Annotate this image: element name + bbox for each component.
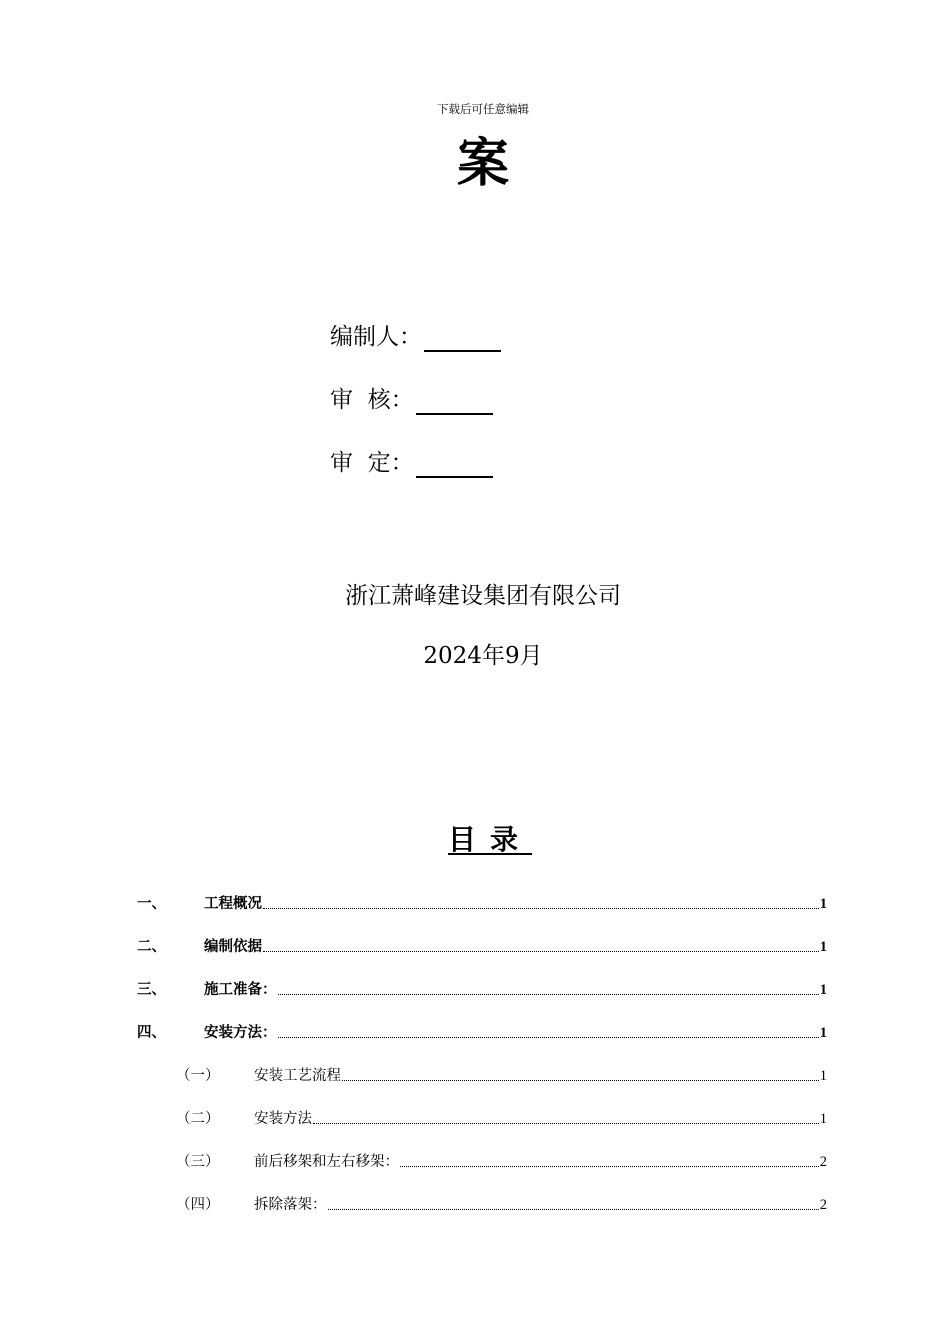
signature-blank	[416, 452, 493, 478]
toc-entry[interactable]	[137, 893, 827, 913]
document-date: 2024年9月	[423, 643, 543, 669]
toc-leader	[313, 1123, 819, 1124]
signature-label: 审 核：	[330, 387, 414, 413]
toc-number: 二、	[137, 939, 166, 955]
signature-blank	[416, 389, 493, 415]
toc-subentry[interactable]	[176, 1108, 827, 1128]
signature-approver	[330, 448, 493, 478]
toc-number: 四、	[137, 1025, 166, 1041]
toc-page: 2	[819, 1197, 827, 1213]
toc-leader	[342, 1080, 819, 1081]
toc-subentry[interactable]	[176, 1194, 827, 1214]
toc-text: 工程概况	[204, 896, 262, 912]
toc-text: 编制依据	[204, 939, 262, 955]
toc-page: 1	[819, 1025, 827, 1041]
toc-number: 三、	[137, 982, 166, 998]
toc-text: 前后移架和左右移架：	[254, 1154, 399, 1170]
signature-label: 编制人：	[330, 324, 422, 350]
signature-reviewer	[330, 385, 493, 415]
document-title: 案	[456, 134, 509, 194]
toc-text: 施工准备：	[204, 982, 277, 998]
toc-text: 拆除落架：	[254, 1197, 327, 1213]
company-name: 浙江萧峰建设集团有限公司	[345, 583, 621, 609]
toc-leader	[278, 1037, 819, 1038]
toc-text: 安装方法：	[204, 1025, 277, 1041]
toc-entry[interactable]	[137, 936, 827, 956]
toc-page: 1	[819, 982, 827, 998]
signature-compiler	[330, 322, 501, 352]
toc-leader	[263, 951, 819, 952]
header-note: 下载后可任意编辑	[437, 102, 529, 116]
toc-subentry[interactable]	[176, 1065, 827, 1085]
toc-number: 一、	[137, 896, 166, 912]
toc-leader	[278, 994, 819, 995]
toc-leader	[400, 1166, 819, 1167]
toc-number: （三）	[176, 1154, 220, 1170]
toc-title: 目录	[447, 823, 532, 856]
toc-number: （二）	[176, 1111, 220, 1127]
toc-page: 1	[819, 939, 827, 955]
toc-number: （四）	[176, 1197, 220, 1213]
toc-text: 安装方法	[254, 1111, 312, 1127]
signature-label: 审 定：	[330, 450, 414, 476]
toc-leader	[328, 1209, 819, 1210]
toc-number: （一）	[176, 1068, 220, 1084]
toc-subentry[interactable]	[176, 1151, 827, 1171]
toc-text: 安装工艺流程	[254, 1068, 341, 1084]
toc-entry[interactable]	[137, 979, 827, 999]
toc-page: 1	[819, 1111, 827, 1127]
toc-page: 1	[819, 896, 827, 912]
toc-entry[interactable]	[137, 1022, 827, 1042]
signature-blank	[424, 326, 501, 352]
toc-leader	[263, 908, 819, 909]
toc-page: 2	[819, 1154, 827, 1170]
toc-page: 1	[819, 1068, 827, 1084]
